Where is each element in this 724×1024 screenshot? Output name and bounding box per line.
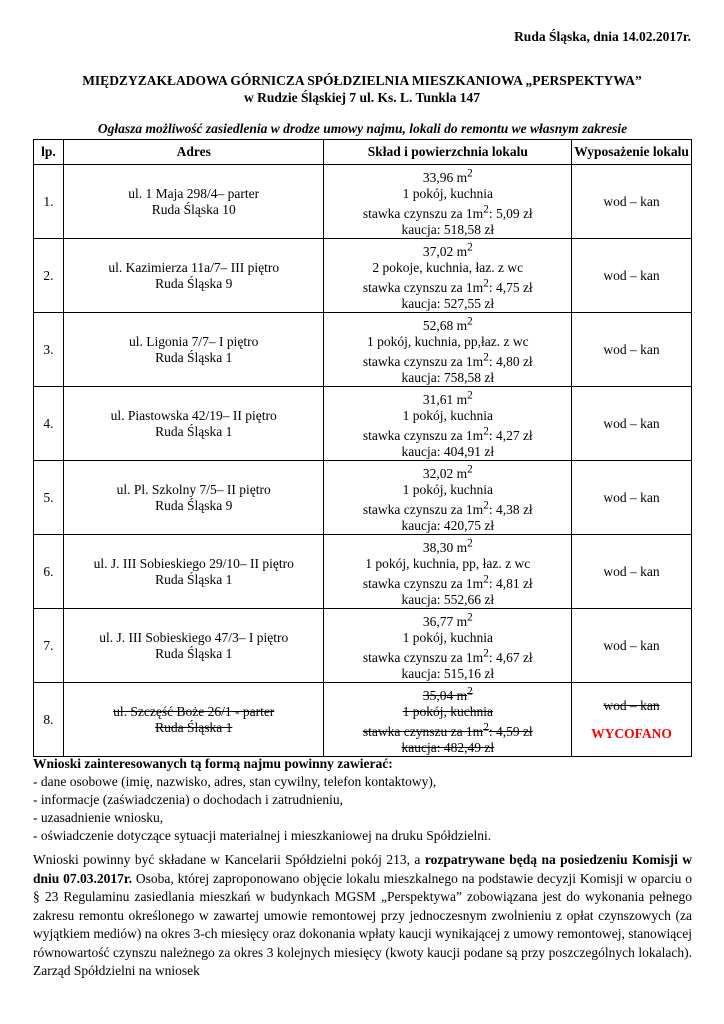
address-city: Ruda Śląska 1 [155,349,233,365]
equipment-text: wod – kan [603,193,660,209]
table-row [34,313,692,387]
rate-value: : 5,09 zł [488,206,533,221]
address-street: ul. J. III Sobieskiego 29/10– II piętro [93,555,294,571]
address-city: Ruda Śląska 1 [155,423,233,439]
table-row [34,239,692,313]
address-street: ul. Szczęść Boże 26/1 - parter [113,703,275,719]
row-address [63,165,324,239]
col-header-composition: Skład i powierzchnia lokalu [324,140,572,165]
rooms-text: 1 pokój, kuchnia [402,185,493,201]
rooms-text: 1 pokój, kuchnia [402,481,493,497]
table-row [34,683,692,757]
rate-value: : 4,81 zł [488,576,533,591]
rate-superscript: 2 [483,351,489,364]
document-title [0,72,724,106]
table-row [34,165,692,239]
deposit-text: kaucja: 515,16 zł [401,666,495,681]
address-street: ul. J. III Sobieskiego 47/3– I piętro [99,629,289,645]
row-composition [324,609,572,683]
row-equipment [572,683,692,757]
row-equipment [572,387,692,461]
equipment-text: wod – kan [603,415,660,431]
area-superscript: 2 [467,537,473,549]
row-lp: 5. [34,461,64,535]
rate-label: stawka czynszu za 1m [362,428,484,443]
area-value: 38,30 m [422,539,468,555]
col-header-lp: lp. [34,140,64,165]
table-row [34,609,692,683]
rate-value: : 4,27 zł [488,428,533,443]
row-composition [324,313,572,387]
rate-label: stawka czynszu za 1m [362,502,484,517]
row-composition [324,683,572,757]
equipment-text: wod – kan [603,267,660,283]
row-composition [324,387,572,461]
address-city: Ruda Śląska 10 [151,201,236,217]
rate-superscript: 2 [483,499,489,512]
rate-superscript: 2 [483,721,489,734]
row-address [63,387,324,461]
rate-label: stawka czynszu za 1m [362,354,484,369]
area-superscript: 2 [467,389,473,401]
address-city: Ruda Śląska 1 [155,645,233,661]
rate-superscript: 2 [483,203,489,216]
area-superscript: 2 [467,611,473,623]
table-row [34,535,692,609]
address-city: Ruda Śląska 1 [155,719,233,735]
row-address [63,535,324,609]
rooms-text: 1 pokój, kuchnia [402,703,493,719]
area-value: 32,02 m [422,465,468,481]
table-row [34,387,692,461]
row-equipment [572,461,692,535]
row-composition [324,461,572,535]
row-equipment [572,609,692,683]
address-street: ul. Kazimierza 11a/7– III piętro [108,259,280,275]
equipment-text: wod – kan [603,697,660,713]
address-street: ul. Piastowska 42/19– II piętro [110,407,277,423]
rooms-text: 1 pokój, kuchnia, pp,łaz. z wc [366,333,529,349]
row-composition [324,535,572,609]
place-date: Ruda Śląska, dnia 14.02.2017r. [514,29,691,44]
paragraph-text: Osoba, której zaproponowano objęcie lokalu mieszkalnego na podstawie decyzji Komisji w oparciu o § 23 Regulaminu zasiedlania mieszkań w budynkach MGSM „Perspektywa” zobowiązana jest do wykonania pełnego zakresu remontu określonego w zawartej umowie remontowej przy jednoczesnym zwolnieniu z opłat czynszowych (za wyjątkiem mediów) na okres 3-ch miesięcy oraz dokonania wpłaty kaucji wynikającej z umowy remontowej, stanowiącej równowartość czynszu należnego za okres 3 kolejnych miesięcy (kwoty kaucji podane są przy poszczególnych lokalach). Zarząd Spółdzielni na wniosek [33,870,693,978]
area-superscript: 2 [467,685,473,697]
row-lp: 6. [34,535,64,609]
equipment-text: wod – kan [603,563,660,579]
table-header-row [34,140,692,165]
col-header-equipment: Wyposażenie lokalu [572,140,692,165]
address-street: ul. 1 Maja 298/4– parter [128,185,260,201]
paragraph-text: Wnioski powinny być składane w Kancelarii Spółdzielni pokój 213, a [33,852,425,867]
row-address [63,609,324,683]
row-lp: 3. [34,313,64,387]
row-equipment [572,313,692,387]
area-value: 36,77 m [422,613,468,629]
row-address [63,461,324,535]
row-lp: 1. [34,165,64,239]
deposit-text: kaucja: 758,58 zł [401,370,495,385]
table-row [34,461,692,535]
address-city: Ruda Śląska 9 [155,497,233,513]
col-header-address: Adres [63,140,324,165]
area-superscript: 2 [467,463,473,475]
address-city: Ruda Śląska 1 [155,571,233,587]
rate-superscript: 2 [483,573,489,586]
announcement-intro: Ogłasza możliwość zasiedlenia w drodze umowy najmu, lokali do remontu we własnym zakresie [97,121,628,136]
deposit-text: kaucja: 420,75 zł [401,518,495,533]
rate-label: stawka czynszu za 1m [362,280,484,295]
row-address [63,683,324,757]
requirement-item: - oświadczenie dotyczące sytuacji materialnej i mieszkaniowej na druku Spółdzielni. [33,828,492,843]
requirement-item: - uzasadnienie wniosku, [33,810,164,825]
area-value: 33,96 m [422,169,468,185]
area-superscript: 2 [467,167,473,179]
rate-label: stawka czynszu za 1m [362,724,484,739]
org-address: w Rudzie Śląskiej 7 ul. Ks. L. Tunkla 147 [244,90,480,105]
row-lp: 8. [34,683,64,757]
rate-value: : 4,75 zł [488,280,533,295]
rate-superscript: 2 [483,425,489,438]
rate-superscript: 2 [483,277,489,290]
org-name: MIĘDZYZAKŁADOWA GÓRNICZA SPÓŁDZIELNIA MIESZKANIOWA „PERSPEKTYWA” [82,73,642,88]
equipment-text: wod – kan [603,341,660,357]
rate-value: : 4,38 zł [488,502,533,517]
row-lp: 7. [34,609,64,683]
deposit-text: kaucja: 527,55 zł [401,296,495,311]
row-lp: 2. [34,239,64,313]
row-lp: 4. [34,387,64,461]
withdrawn-status: WYCOFANO [591,725,672,741]
area-superscript: 2 [467,241,473,253]
deposit-text: kaucja: 482,49 zł [401,740,495,755]
requirements-heading: Wnioski zainteresowanych tą formą najmu powinny zawierać: [33,756,393,771]
paragraph-deadline: rozpatrywane będą na posiedzeniu Komisji w dniu 07.03.2017r. [33,852,693,886]
deposit-text: kaucja: 552,66 zł [401,592,495,607]
rooms-text: 1 pokój, kuchnia [402,629,493,645]
rate-value: : 4,67 zł [488,650,533,665]
area-superscript: 2 [467,315,473,327]
row-address [63,239,324,313]
rooms-text: 1 pokój, kuchnia, pp, łaz. z wc [365,555,531,571]
requirements-section [33,755,692,845]
area-value: 37,02 m [422,243,468,259]
rate-label: stawka czynszu za 1m [362,576,484,591]
address-street: ul. Pl. Szkolny 7/5– II piętro [116,481,271,497]
requirement-item: - dane osobowe (imię, nazwisko, adres, stan cywilny, telefon kontaktowy), [33,774,437,789]
rate-value: : 4,80 zł [488,354,533,369]
address-city: Ruda Śląska 9 [155,275,233,291]
address-street: ul. Ligonia 7/7– I piętro [129,333,259,349]
rooms-text: 1 pokój, kuchnia [402,407,493,423]
rate-value: : 4,59 zł [488,724,533,739]
area-value: 52,68 m [422,317,468,333]
rate-label: stawka czynszu za 1m [362,650,484,665]
area-value: 31,61 m [422,391,468,407]
row-equipment [572,165,692,239]
deposit-text: kaucja: 404,91 zł [401,444,495,459]
apartments-table [33,139,692,757]
rooms-text: 2 pokoje, kuchnia, łaz. z wc [372,259,524,275]
row-composition [324,165,572,239]
row-equipment [572,535,692,609]
rate-label: stawka czynszu za 1m [362,206,484,221]
equipment-text: wod – kan [603,489,660,505]
row-equipment [572,239,692,313]
requirement-item: - informacje (zaświadczenia) o dochodach i zatrudnieniu, [33,792,343,807]
row-composition [324,239,572,313]
equipment-text: wod – kan [603,637,660,653]
rate-superscript: 2 [483,647,489,660]
procedure-paragraph [33,851,692,981]
deposit-text: kaucja: 518,58 zł [401,222,495,237]
row-address [63,313,324,387]
area-value: 35,04 m [422,687,468,703]
